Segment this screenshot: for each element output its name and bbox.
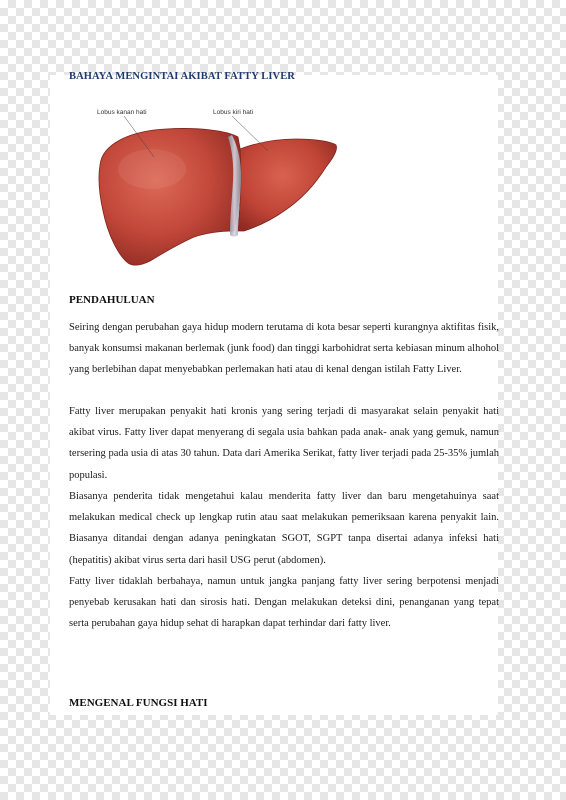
document-title: BAHAYA MENGINTAI AKIBAT FATTY LIVER xyxy=(69,71,295,82)
right-lobe xyxy=(99,128,242,265)
paragraph: Fatty liver merupakan penyakit hati kronis yang sering terjadi di masyarakat selain penyakit hati akibat virus. Fatty liver dapat menyerang di segala usia bahkan pada anak- anak yang gemuk, namun tersering pada usia di atas 30 tahun. Data dari Amerika Serikat, fatty liver terjadi pada 25-35% jumlah populasi. xyxy=(69,406,499,481)
section-heading-pendahuluan: PENDAHULUAN xyxy=(69,294,155,306)
paragraph: Fatty liver tidaklah berbahaya, namun untuk jangka panjang fatty liver sering berpotensi menjadi penyebab kerusakan hati dan sirosis hati. Dengan melakukan deteksi dini, penanganan yang tepat serta perubahan gaya hidup sehat di harapkan dapat terhindar dari fatty liver. xyxy=(69,576,499,630)
liver-drawing xyxy=(88,107,348,267)
right-lobe-label: Lobus kanan hati xyxy=(97,109,147,116)
paragraph: Seiring dengan perubahan gaya hidup modern terutama di kota besar seperti kurangnya aktifitas fisik, banyak konsumsi makanan berlemak (junk food) dan tinggi karbohidrat serta kebiasan minum alhohol yang berlebihan dapat menyebabkan perlemakan hati atau di kenal dengan istilah Fatty Liver. xyxy=(69,322,499,376)
left-lobe-label: Lobus kiri hati xyxy=(213,109,254,116)
paragraph: Biasanya penderita tidak mengetahui kalau menderita fatty liver dan baru mengetahuinya saat melakukan medical check up lengkap rutin atau saat melakukan pemeriksaan karena penyakit lain. Biasanya ditandai dengan adanya peningkatan SGOT, SGPT tanpa disertai adanya infeksi hati (hepatitis) akibat virus serta dari hasil USG perut (abdomen). xyxy=(69,491,499,566)
document-page xyxy=(50,71,499,715)
liver-illustration xyxy=(88,107,348,267)
left-lobe xyxy=(238,139,337,231)
section-heading-fungsi-hati: MENGENAL FUNGSI HATI xyxy=(69,697,208,709)
